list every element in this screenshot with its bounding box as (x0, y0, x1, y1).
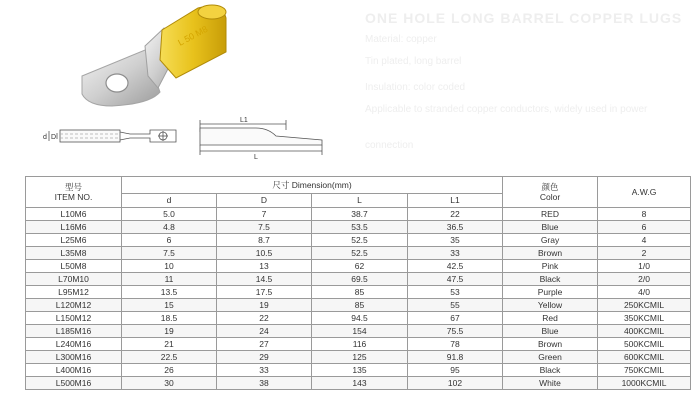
table-row (26, 338, 691, 351)
cell-item-no: L50M8 (26, 260, 122, 273)
cell-d: 30 (122, 377, 217, 390)
col-D-header: D (217, 194, 312, 208)
item-no-header: 型号 ITEM NO. (26, 177, 122, 208)
L1-dimension-label: L1 (240, 117, 248, 124)
table-row (26, 351, 691, 364)
cell-L1: 33 (408, 247, 503, 260)
cell-d: 26 (122, 364, 217, 377)
cell-L1: 53 (408, 286, 503, 299)
cell-item-no: L500M16 (26, 377, 122, 390)
cell-L: 52.5 (312, 247, 408, 260)
cell-item-no: L300M16 (26, 351, 122, 364)
cell-L1: 42.5 (408, 260, 503, 273)
cell-awg: 500KCMIL (598, 338, 691, 351)
cell-awg: 1/0 (598, 260, 691, 273)
table-row (26, 312, 691, 325)
cell-awg: 4 (598, 234, 691, 247)
table-row (26, 325, 691, 338)
col-d-header: d (122, 194, 217, 208)
cell-color: Brown (503, 338, 598, 351)
cell-d: 10 (122, 260, 217, 273)
cell-item-no: L35M8 (26, 247, 122, 260)
cell-L1: 91.8 (408, 351, 503, 364)
cell-item-no: L70M10 (26, 273, 122, 286)
ghost-line-1: Material: copper (365, 34, 437, 45)
table-row (26, 286, 691, 299)
cell-L1: 75.5 (408, 325, 503, 338)
cell-L: 125 (312, 351, 408, 364)
cell-L: 53.5 (312, 221, 408, 234)
spec-table (25, 176, 691, 390)
cell-d: 7.5 (122, 247, 217, 260)
ghost-title: ONE HOLE LONG BARREL COPPER LUGS (365, 10, 683, 26)
cell-D: 10.5 (217, 247, 312, 260)
cell-D: 22 (217, 312, 312, 325)
table-row (26, 221, 691, 234)
cell-L1: 47.5 (408, 273, 503, 286)
col-L1-header: L1 (408, 194, 503, 208)
cell-color: Black (503, 273, 598, 286)
cell-L: 94.5 (312, 312, 408, 325)
cell-L: 62 (312, 260, 408, 273)
cell-item-no: L400M16 (26, 364, 122, 377)
cell-color: Blue (503, 221, 598, 234)
awg-header: A.W.G (598, 177, 691, 208)
cell-D: 24 (217, 325, 312, 338)
cell-item-no: L16M6 (26, 221, 122, 234)
cell-color: Red (503, 312, 598, 325)
cell-D: 17.5 (217, 286, 312, 299)
cell-L1: 95 (408, 364, 503, 377)
cell-L: 116 (312, 338, 408, 351)
cell-awg: 2 (598, 247, 691, 260)
color-header: 颜色 Color (503, 177, 598, 208)
spec-table-body (26, 208, 691, 390)
table-row (26, 260, 691, 273)
cell-D: 27 (217, 338, 312, 351)
cell-D: 19 (217, 299, 312, 312)
cell-item-no: L150M12 (26, 312, 122, 325)
cell-L: 38.7 (312, 208, 408, 221)
cell-L1: 67 (408, 312, 503, 325)
cell-L1: 36.5 (408, 221, 503, 234)
cell-D: 7 (217, 208, 312, 221)
cell-d: 15 (122, 299, 217, 312)
cell-item-no: L25M6 (26, 234, 122, 247)
cell-color: Black (503, 364, 598, 377)
product-hero (0, 0, 698, 170)
cell-d: 22.5 (122, 351, 217, 364)
cell-item-no: L185M16 (26, 325, 122, 338)
cell-d: 6 (122, 234, 217, 247)
cell-color: RED (503, 208, 598, 221)
side-view-drawing (49, 130, 176, 142)
cell-color: Brown (503, 247, 598, 260)
cell-D: 38 (217, 377, 312, 390)
ghost-line-3: Insulation: color coded (365, 82, 466, 93)
cell-item-no: L95M12 (26, 286, 122, 299)
cell-L1: 78 (408, 338, 503, 351)
d-dimension-label: d (43, 134, 47, 141)
table-row (26, 377, 691, 390)
cell-color: White (503, 377, 598, 390)
cell-D: 29 (217, 351, 312, 364)
cell-awg: 400KCMIL (598, 325, 691, 338)
cell-L: 85 (312, 299, 408, 312)
cell-awg: 6 (598, 221, 691, 234)
cell-item-no: L120M12 (26, 299, 122, 312)
cell-color: Yellow (503, 299, 598, 312)
cell-d: 11 (122, 273, 217, 286)
table-row (26, 234, 691, 247)
cell-awg: 750KCMIL (598, 364, 691, 377)
cell-L1: 22 (408, 208, 503, 221)
ghost-line-4: Applicable to stranded copper conductors, widely used in power (365, 104, 648, 115)
cell-L1: 55 (408, 299, 503, 312)
cell-d: 13.5 (122, 286, 217, 299)
cell-item-no: L10M6 (26, 208, 122, 221)
cell-d: 19 (122, 325, 217, 338)
L-dimension-label: L (254, 154, 258, 161)
cell-D: 7.5 (217, 221, 312, 234)
svg-text:L 50 M8: L 50 M8 (176, 23, 210, 48)
cell-L: 135 (312, 364, 408, 377)
cell-item-no: L240M16 (26, 338, 122, 351)
cell-L: 143 (312, 377, 408, 390)
D-dimension-label: D (51, 134, 57, 141)
col-L-header: L (312, 194, 408, 208)
cell-L1: 102 (408, 377, 503, 390)
cell-D: 13 (217, 260, 312, 273)
cell-color: Gray (503, 234, 598, 247)
cell-color: Purple (503, 286, 598, 299)
cell-awg: 1000KCMIL (598, 377, 691, 390)
cell-color: Pink (503, 260, 598, 273)
table-row (26, 247, 691, 260)
cell-d: 4.8 (122, 221, 217, 234)
cell-color: Green (503, 351, 598, 364)
cell-awg: 8 (598, 208, 691, 221)
cell-d: 21 (122, 338, 217, 351)
table-row (26, 208, 691, 221)
cell-color: Blue (503, 325, 598, 338)
cell-L: 52.5 (312, 234, 408, 247)
cell-L1: 35 (408, 234, 503, 247)
cell-d: 5.0 (122, 208, 217, 221)
table-row (26, 364, 691, 377)
cell-L: 85 (312, 286, 408, 299)
cell-awg: 600KCMIL (598, 351, 691, 364)
ghost-line-2: Tin plated, long barrel (365, 56, 462, 67)
table-row (26, 299, 691, 312)
cell-awg: 2/0 (598, 273, 691, 286)
cell-awg: 250KCMIL (598, 299, 691, 312)
cell-D: 33 (217, 364, 312, 377)
cell-L: 154 (312, 325, 408, 338)
cell-awg: 350KCMIL (598, 312, 691, 325)
cell-d: 18.5 (122, 312, 217, 325)
dimension-header: 尺寸 Dimension(mm) (122, 177, 503, 194)
ghost-line-5: connection (365, 140, 414, 151)
cell-awg: 4/0 (598, 286, 691, 299)
table-row (26, 273, 691, 286)
top-view-drawing (200, 120, 322, 155)
cell-L: 69.5 (312, 273, 408, 286)
cell-D: 8.7 (217, 234, 312, 247)
cell-D: 14.5 (217, 273, 312, 286)
